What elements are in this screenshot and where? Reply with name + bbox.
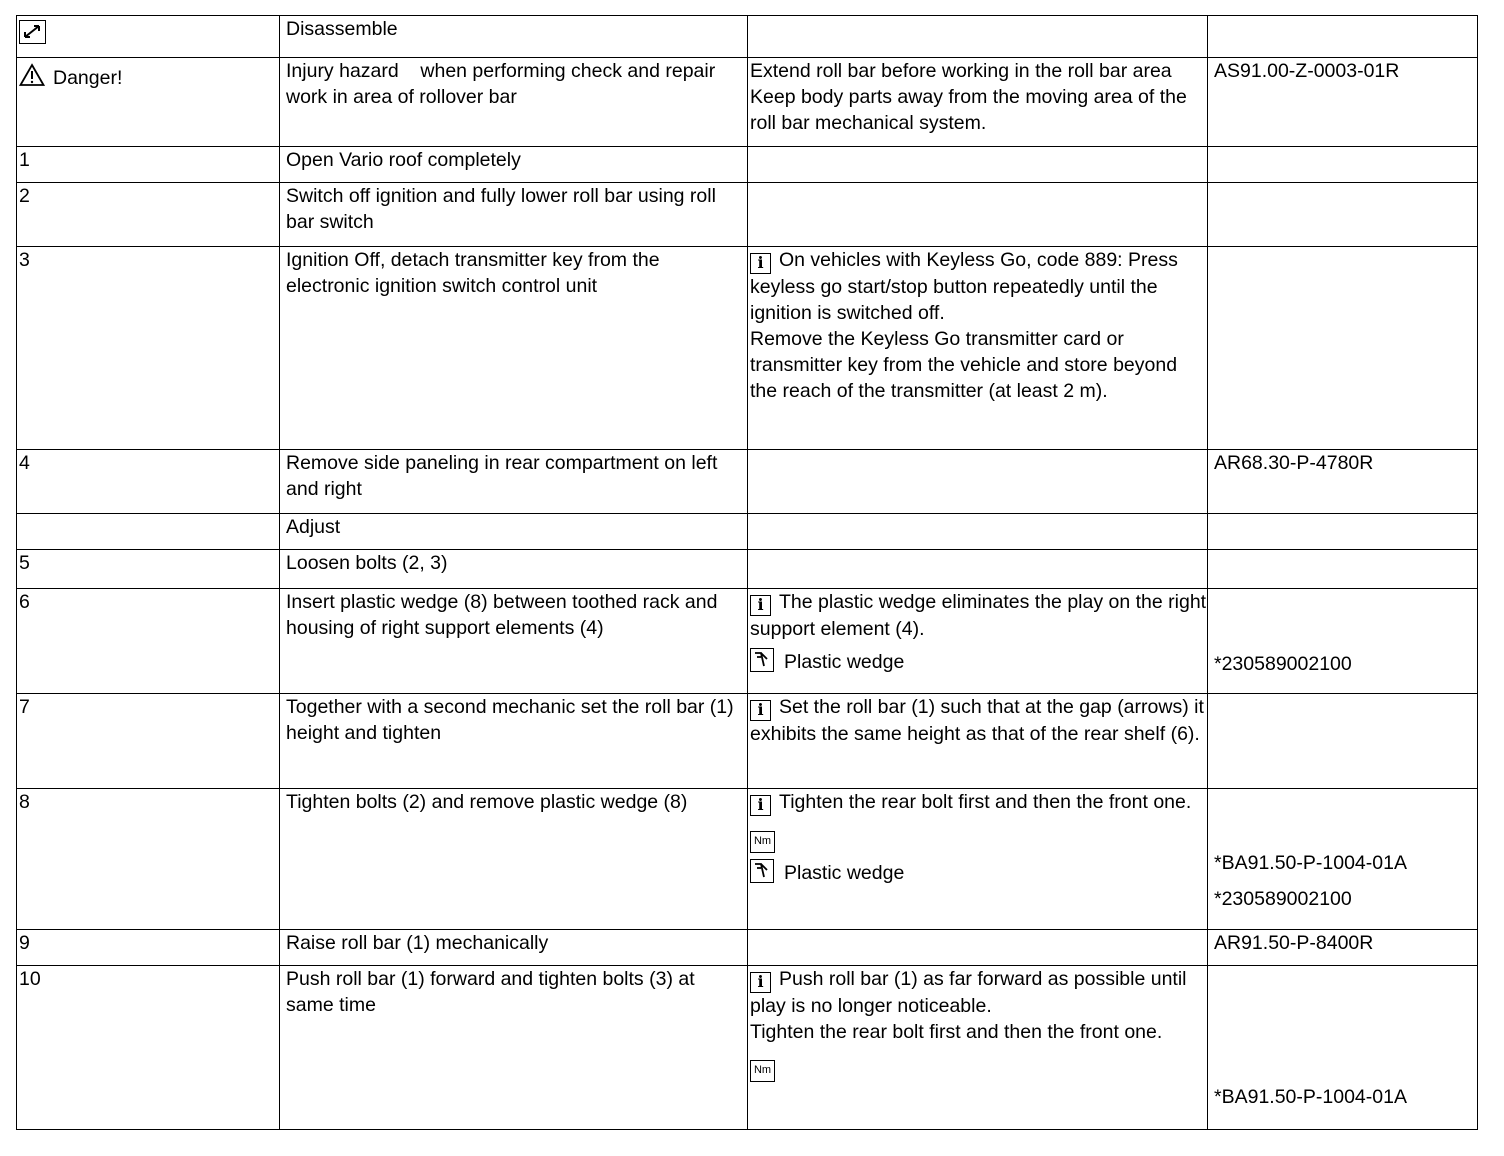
note-text: Push roll bar (1) as far forward as possible until play is no longer noticeable. bbox=[750, 968, 1187, 1017]
table-cell bbox=[1208, 589, 1478, 694]
step-number: 6 bbox=[17, 589, 280, 694]
table-cell bbox=[748, 966, 1208, 1130]
section-heading: Adjust bbox=[280, 514, 748, 550]
step-number: 5 bbox=[17, 550, 280, 589]
danger-label: Danger! bbox=[53, 67, 123, 89]
table-cell bbox=[17, 58, 280, 147]
disassemble-icon bbox=[19, 20, 46, 44]
table-cell: Disassemble bbox=[280, 16, 748, 58]
info-icon: i bbox=[750, 972, 771, 993]
tool-part-number: *230589002100 bbox=[1214, 653, 1352, 675]
table-cell: Tighten bolts (2) and remove plastic wedge (8) bbox=[280, 789, 748, 930]
info-icon: i bbox=[750, 253, 771, 274]
table-row bbox=[17, 550, 1478, 589]
table-row bbox=[17, 789, 1478, 930]
table-row bbox=[17, 930, 1478, 966]
torque-reference: *BA91.50-P-1004-01A bbox=[1214, 852, 1407, 874]
note-text: Tighten the rear bolt first and then the front one. bbox=[779, 791, 1192, 813]
step-number: 4 bbox=[17, 450, 280, 514]
tool-name: Plastic wedge bbox=[784, 862, 905, 884]
info-icon: i bbox=[750, 595, 771, 616]
table-cell: Extend roll bar before working in the roll bar area Keep body parts away from the moving area of the roll bar mechanical system. bbox=[748, 58, 1208, 147]
step-number: 1 bbox=[17, 147, 280, 183]
special-tool-icon bbox=[750, 648, 774, 672]
table-cell: Push roll bar (1) forward and tighten bolts (3) at same time bbox=[280, 966, 748, 1130]
table-row bbox=[17, 514, 1478, 550]
document-reference: AR68.30-P-4780R bbox=[1208, 450, 1478, 514]
table-cell: Together with a second mechanic set the roll bar (1) height and tighten bbox=[280, 694, 748, 789]
table-cell: Ignition Off, detach transmitter key from the electronic ignition switch control unit bbox=[280, 247, 748, 450]
step-number: 7 bbox=[17, 694, 280, 789]
step-number: 10 bbox=[17, 966, 280, 1130]
step-number: 3 bbox=[17, 247, 280, 450]
table-cell bbox=[748, 589, 1208, 694]
torque-reference: *BA91.50-P-1004-01A bbox=[1214, 1086, 1407, 1108]
note-text: On vehicles with Keyless Go, code 889: Press keyless go start/stop button repeatedly until the ignition is switched off. bbox=[750, 249, 1178, 324]
info-icon: i bbox=[750, 700, 771, 721]
table-row bbox=[17, 16, 1478, 58]
note-text: Set the roll bar (1) such that at the gap (arrows) it exhibits the same height as that of the rear shelf (6). bbox=[750, 696, 1204, 745]
table-cell bbox=[748, 247, 1208, 450]
table-cell: Switch off ignition and fully lower roll bar using roll bar switch bbox=[280, 183, 748, 247]
table-cell: Insert plastic wedge (8) between toothed rack and housing of right support elements (4) bbox=[280, 589, 748, 694]
document-reference: AS91.00-Z-0003-01R bbox=[1208, 58, 1478, 147]
table-row bbox=[17, 183, 1478, 247]
table-row bbox=[17, 147, 1478, 183]
table-cell: Open Vario roof completely bbox=[280, 147, 748, 183]
procedure-table bbox=[16, 15, 1478, 1130]
warning-triangle-icon bbox=[19, 63, 45, 87]
table-cell bbox=[17, 16, 280, 58]
table-cell bbox=[1208, 789, 1478, 930]
info-icon: i bbox=[750, 795, 771, 816]
table-cell: Raise roll bar (1) mechanically bbox=[280, 930, 748, 966]
table-cell: Remove side paneling in rear compartment on left and right bbox=[280, 450, 748, 514]
table-cell bbox=[1208, 966, 1478, 1130]
torque-icon: Nm bbox=[750, 831, 775, 853]
table-row bbox=[17, 694, 1478, 789]
table-row bbox=[17, 247, 1478, 450]
step-number: 8 bbox=[17, 789, 280, 930]
table-cell bbox=[748, 694, 1208, 789]
table-row bbox=[17, 450, 1478, 514]
step-number: 2 bbox=[17, 183, 280, 247]
document-reference: AR91.50-P-8400R bbox=[1208, 930, 1478, 966]
table-cell: Loosen bolts (2, 3) bbox=[280, 550, 748, 589]
table-cell bbox=[748, 789, 1208, 930]
table-cell: Injury hazard when performing check and repair work in area of rollover bar bbox=[280, 58, 748, 147]
step-number: 9 bbox=[17, 930, 280, 966]
tool-part-number: *230589002100 bbox=[1214, 888, 1352, 910]
special-tool-icon bbox=[750, 859, 774, 883]
table-row bbox=[17, 966, 1478, 1130]
note-text: Tighten the rear bolt first and then the front one. bbox=[750, 1021, 1163, 1043]
tool-name: Plastic wedge bbox=[784, 651, 905, 673]
torque-icon: Nm bbox=[750, 1060, 775, 1082]
table-row bbox=[17, 589, 1478, 694]
table-row bbox=[17, 58, 1478, 147]
note-text: Remove the Keyless Go transmitter card or transmitter key from the vehicle and store beyond the reach of the transmitter (at least 2 m). bbox=[750, 328, 1178, 402]
note-text: The plastic wedge eliminates the play on the right support element (4). bbox=[750, 591, 1207, 640]
